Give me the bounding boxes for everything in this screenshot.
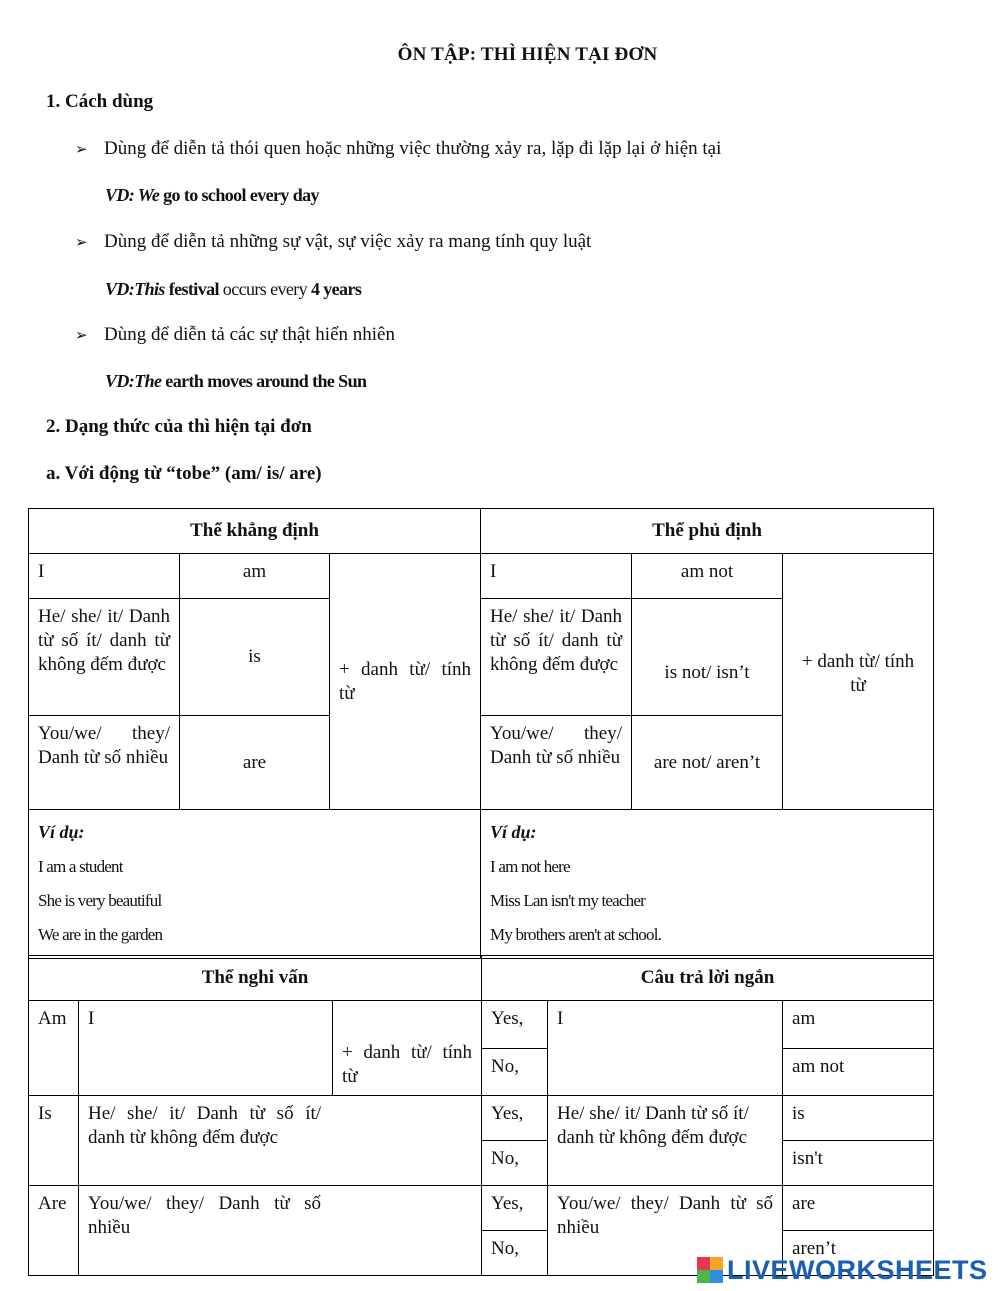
arrow-bullet-icon: ➢ (75, 140, 88, 158)
aff-verb: are (180, 716, 330, 810)
liveworksheets-watermark (697, 1255, 997, 1285)
answer-no-verb: isn't (783, 1141, 934, 1186)
example-line: We are in the garden (38, 925, 163, 944)
bullet-text: Dùng để diễn tả các sự thật hiển nhiên (104, 324, 395, 345)
answer-no: No, (482, 1048, 548, 1096)
neg-verb: is not/ isn’t (632, 599, 783, 716)
example-line: Miss Lan isn't my teacher (490, 891, 645, 910)
subsection-heading-tobe: a. Với động từ “tobe” (am/ is/ are) (46, 463, 322, 484)
usage-example (105, 371, 366, 392)
answer-yes-verb: is (783, 1096, 934, 1141)
neg-examples (481, 810, 934, 959)
answer-no: No, (482, 1141, 548, 1186)
aff-subject: I (29, 554, 180, 599)
usage-bullet (75, 138, 721, 160)
example-text: go to school every day (159, 185, 319, 205)
usage-example (105, 279, 361, 300)
answer-yes: Yes, (482, 1186, 548, 1231)
aff-verb: is (180, 599, 330, 716)
question-table (28, 955, 934, 1276)
examples-label: Ví dụ: (490, 822, 537, 842)
neg-subject: I (481, 554, 632, 599)
q-subject: I (79, 1001, 333, 1096)
aff-subject: You/we/ they/ Danh từ số nhiều (29, 716, 180, 810)
usage-example (105, 185, 319, 206)
neg-complement: + danh từ/ tính từ (783, 554, 934, 810)
liveworksheets-logo-icon (697, 1257, 723, 1283)
answer-yes-verb: are (783, 1186, 934, 1231)
bullet-text: Dùng để diễn tả những sự vật, sự việc xảy ra mang tính quy luật (104, 231, 592, 252)
affirmative-header: Thể khẳng định (29, 509, 481, 554)
example-text: earth moves around the Sun (161, 371, 367, 391)
example-line: I am not here (490, 857, 570, 876)
q-complement: + danh từ/ tính từ (333, 1001, 482, 1096)
example-bold: festival (164, 279, 219, 299)
watermark-text: LIVEWORKSHEETS (727, 1254, 988, 1285)
neg-subject: You/we/ they/ Danh từ số nhiều (481, 716, 632, 810)
example-lead: VD:The (105, 371, 162, 391)
section-heading-usage: 1. Cách dùng (46, 91, 154, 112)
example-bold: 4 years (310, 279, 362, 299)
answer-no-verb: aren’t (783, 1231, 934, 1276)
short-answer-header: Câu trả lời ngắn (482, 956, 934, 1001)
question-header: Thể nghi vấn (29, 956, 482, 1001)
example-lead: VD:This (105, 279, 165, 299)
section-heading-forms: 2. Dạng thức của thì hiện tại đơn (46, 416, 312, 437)
neg-verb: are not/ aren’t (632, 716, 783, 810)
q-verb: Are (29, 1186, 79, 1276)
arrow-bullet-icon: ➢ (75, 326, 88, 344)
aff-examples (29, 810, 481, 959)
example-lead: VD: We (105, 185, 160, 205)
example-line: She is very beautiful (38, 891, 162, 910)
neg-subject: He/ she/ it/ Danh từ số ít/ danh từ không đếm được (481, 599, 632, 716)
example-line: I am a student (38, 857, 123, 876)
usage-bullet (75, 231, 591, 253)
q-verb: Am (29, 1001, 79, 1096)
q-subject: He/ she/ it/ Danh từ số ít/ danh từ không đếm được (79, 1096, 482, 1186)
q-subject: You/we/ they/ Danh từ số nhiều (79, 1186, 482, 1276)
neg-verb: am not (632, 554, 783, 599)
answer-yes: Yes, (482, 1001, 548, 1049)
negative-header: Thể phủ định (481, 509, 934, 554)
q-verb: Is (29, 1096, 79, 1186)
answer-subject: He/ she/ it/ Danh từ số ít/ danh từ không đếm được (548, 1096, 783, 1186)
page-title: ÔN TẬP: THÌ HIỆN TẠI ĐƠN (397, 44, 658, 65)
arrow-bullet-icon: ➢ (75, 233, 88, 251)
aff-complement: + danh từ/ tính từ (330, 554, 481, 810)
example-text: occurs every (218, 279, 311, 299)
answer-subject: You/we/ they/ Danh từ số nhiều (548, 1186, 783, 1276)
examples-label: Ví dụ: (38, 822, 85, 842)
answer-yes: Yes, (482, 1096, 548, 1141)
answer-yes-verb: am (783, 1001, 934, 1049)
aff-subject: He/ she/ it/ Danh từ số ít/ danh từ không đếm được (29, 599, 180, 716)
tobe-table (28, 508, 934, 959)
aff-verb: am (180, 554, 330, 599)
usage-bullet (75, 324, 395, 346)
example-line: My brothers aren't at school. (490, 925, 662, 944)
answer-no-verb: am not (783, 1048, 934, 1096)
answer-subject: I (548, 1001, 783, 1096)
bullet-text: Dùng để diễn tả thói quen hoặc những việc thường xảy ra, lặp đi lặp lại ở hiện tại (104, 138, 722, 159)
answer-no: No, (482, 1231, 548, 1276)
